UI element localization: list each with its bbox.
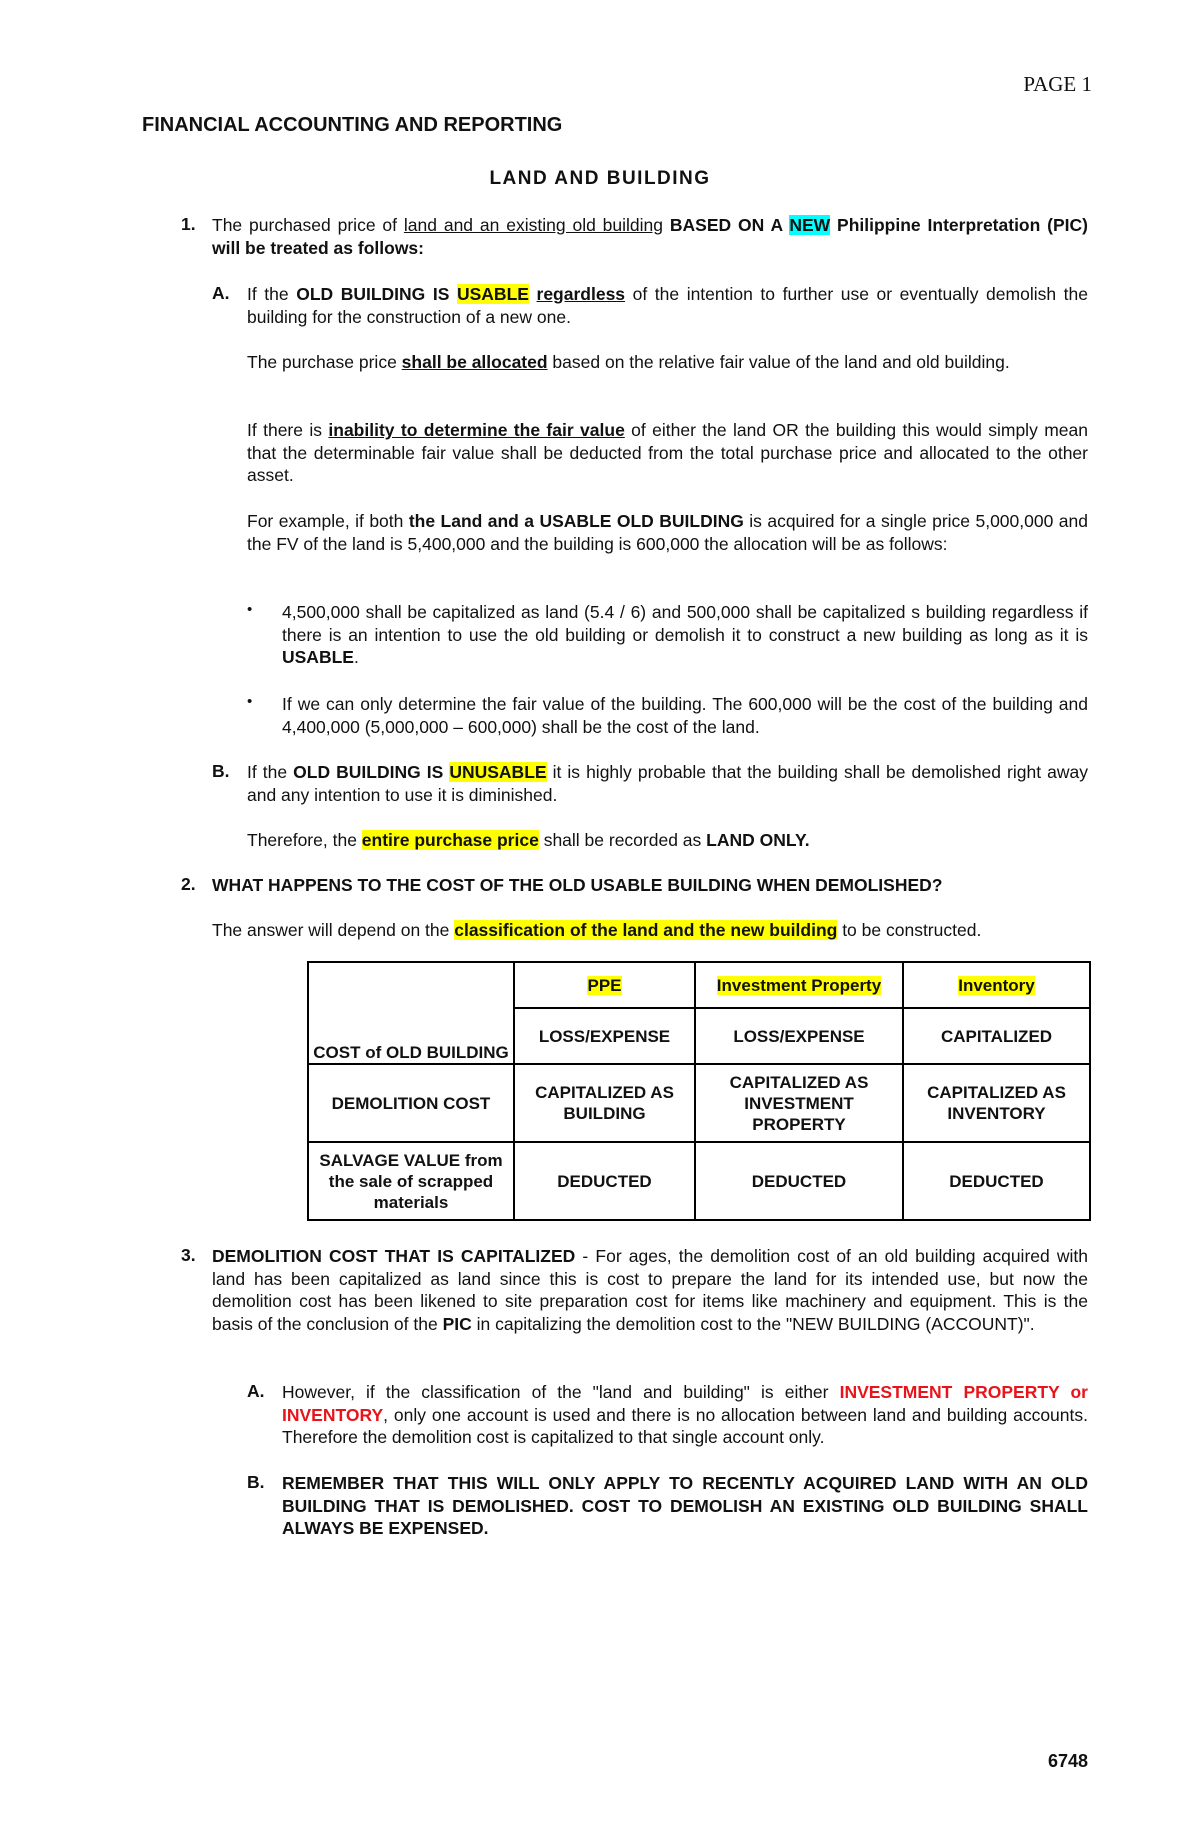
para-b2-highlight: entire purchase price [361,830,539,850]
para-a3-bold: inability to determine the fair value [328,420,625,440]
paragraph-allocation [247,351,1088,374]
bullet-marker: • [247,693,253,710]
table-cell: LOSS/EXPENSE [514,1008,695,1064]
table-cell: CAPITALIZED [903,1008,1090,1064]
item-3-bold: DEMOLITION COST THAT IS CAPITALIZED [212,1246,576,1266]
para-a2-tail: based on the relative fair value of the land and old building. [547,352,1010,372]
bullet-1-tail: . [353,647,359,667]
bullet-text [282,601,1088,669]
section-title: LAND AND BUILDING [489,168,711,189]
bullet-2-a: If we can only determine the fair value of the building. The 600,000 will be the cost of the building and 4,400,000 (5,000,000 – 600,000) shall be the cost of the land. [282,694,1088,737]
table-row-label: SALVAGE VALUE from the sale of scrapped materials [308,1142,514,1220]
item-2-text: WHAT HAPPENS TO THE COST OF THE OLD USABLE BUILDING WHEN DEMOLISHED? [212,875,943,895]
para-b2-mid: shall be recorded as [538,830,707,850]
item-3b-text: REMEMBER THAT THIS WILL ONLY APPLY TO RECENTLY ACQUIRED LAND WITH AN OLD BUILDING THAT IS DEMOLISHED. COST TO DEMOLISH AN EXISTING OLD BUILDING SHALL ALWAYS BE EXPENSED. [282,1473,1088,1538]
item-1-new-highlight: NEW [789,215,831,235]
table-header-cell [695,962,903,1008]
item-3a-a: However, if the classification of the "land and building" is either [282,1382,840,1402]
document-title: FINANCIAL ACCOUNTING AND REPORTING [142,114,563,136]
item-1-bold-tail: Philippine Interpretation (PIC) will be treated as follows: [212,215,1089,258]
item-3b-number: B. [247,1472,265,1492]
item-3a-number: A. [247,1381,265,1401]
para-a4-a: For example, if both [247,511,409,531]
table-header-text: Inventory [958,975,1035,995]
para-a4-bold: the Land and a USABLE OLD BUILDING [408,511,744,531]
item-a-bold: OLD BUILDING IS [296,284,457,304]
footer-number: 6748 [1047,1751,1088,1771]
paragraph-land-only [247,829,1088,852]
item-2-number: 2. [181,874,196,894]
paragraph-classification [212,919,1088,942]
para-b2-a: Therefore, the [247,830,362,850]
table-header-row [308,962,1090,1008]
para-a2-a: The purchase price [247,352,402,372]
table-cell: DEDUCTED [514,1142,695,1220]
para-2-highlight: classification of the land and the new building [454,920,838,940]
item-a-text-a: If the [247,284,297,304]
bullet-1-bold: USABLE [282,647,354,667]
table-cell: LOSS/EXPENSE [695,1008,903,1064]
table-cell: CAPITALIZED AS INVENTORY [903,1064,1090,1142]
para-b2-bold: LAND ONLY. [706,830,810,850]
table-header-cell [514,962,695,1008]
item-3-number: 3. [181,1245,196,1265]
bullet-1-a: 4,500,000 shall be capitalized as land (5.4 / 6) and 500,000 shall be capitalized s building regardless if there is an intention to use the old building or demolish it to construct a new building as long as it is [282,602,1088,645]
table-row-label: DEMOLITION COST [308,1064,514,1142]
table-cell: DEDUCTED [695,1142,903,1220]
item-1-bold: BASED ON A [663,215,790,235]
item-3a-text [282,1381,1088,1449]
item-a-text [247,283,1088,328]
item-b-tail: it is highly probable that the building shall be demolished right away and any intention to use it is diminished. [247,762,1088,805]
table-header-text: PPE [587,975,622,995]
para-a3-tail: of either the land OR the building this would simply mean that the determinable fair value shall be deducted from the total purchase price and allocated to the other asset. [247,420,1088,485]
para-2-a: The answer will depend on the [212,920,455,940]
item-b-text [247,761,1088,806]
table-header-text: Investment Property [716,975,882,995]
item-3a-red: INVESTMENT PROPERTY or INVENTORY [282,1382,1088,1425]
para-2-tail: to be constructed. [837,920,982,940]
item-1-underlined: land and an existing old building [403,215,664,235]
item-a-regardless: regardless [536,284,626,304]
table-cell: CAPITALIZED AS BUILDING [514,1064,695,1142]
table-row-label [308,962,514,1064]
item-3-tail: in capitalizing the demolition cost to the "NEW BUILDING (ACCOUNT)". [471,1313,1035,1334]
page-number-label: PAGE 1 [1023,72,1092,96]
item-3-text [212,1245,1088,1335]
item-a-text-tail: of the intention to further use or eventually demolish the building for the construction of a new one. [247,284,1088,327]
table-row [308,1142,1090,1220]
paragraph-example [247,510,1088,555]
item-b-bold: OLD BUILDING IS [293,762,450,782]
table-row-label-text: COST of OLD BUILDING [313,1043,509,1062]
item-b-unusable-highlight: UNUSABLE [449,762,547,782]
item-3a-tail: , only one account is used and there is no allocation between land and building accounts. Therefore the demolition cost is capitalized to that single account only. [282,1404,1088,1447]
item-b-a: If the [247,762,294,782]
para-a4-tail: is acquired for a single price 5,000,000 and the FV of the land is 5,400,000 and the building is 600,000 the allocation will be as follows: [247,511,1088,554]
item-3-a: - For ages, the demolition cost of an old building acquired with land has been capitalized as land since this is cost to prepare the land for its intended use, but now the demolition cost has been likened to site preparation cost for items like machinery and equipment. This is the basis of the conclusion of the [212,1246,1088,1334]
table-cell: DEDUCTED [903,1142,1090,1220]
para-a3-a: If there is [247,420,329,440]
item-1-number: 1. [181,214,196,234]
paragraph-fair-value [247,419,1088,487]
item-3-pic: PIC [442,1313,472,1334]
item-a-number: A. [212,283,230,303]
bullet-marker: • [247,601,253,618]
item-1-text [212,214,1088,259]
para-a2-bold: shall be allocated [401,352,548,372]
table-cell: CAPITALIZED AS INVESTMENT PROPERTY [695,1064,903,1142]
item-a-usable-highlight: USABLE [456,284,529,304]
item-b-number: B. [212,761,230,781]
item-1-text-a: The purchased price of [212,215,404,235]
classification-table [307,961,1091,1221]
table-header-cell [903,962,1090,1008]
bullet-text [282,693,1088,738]
item-a-space [529,284,537,304]
table-row [308,1064,1090,1142]
